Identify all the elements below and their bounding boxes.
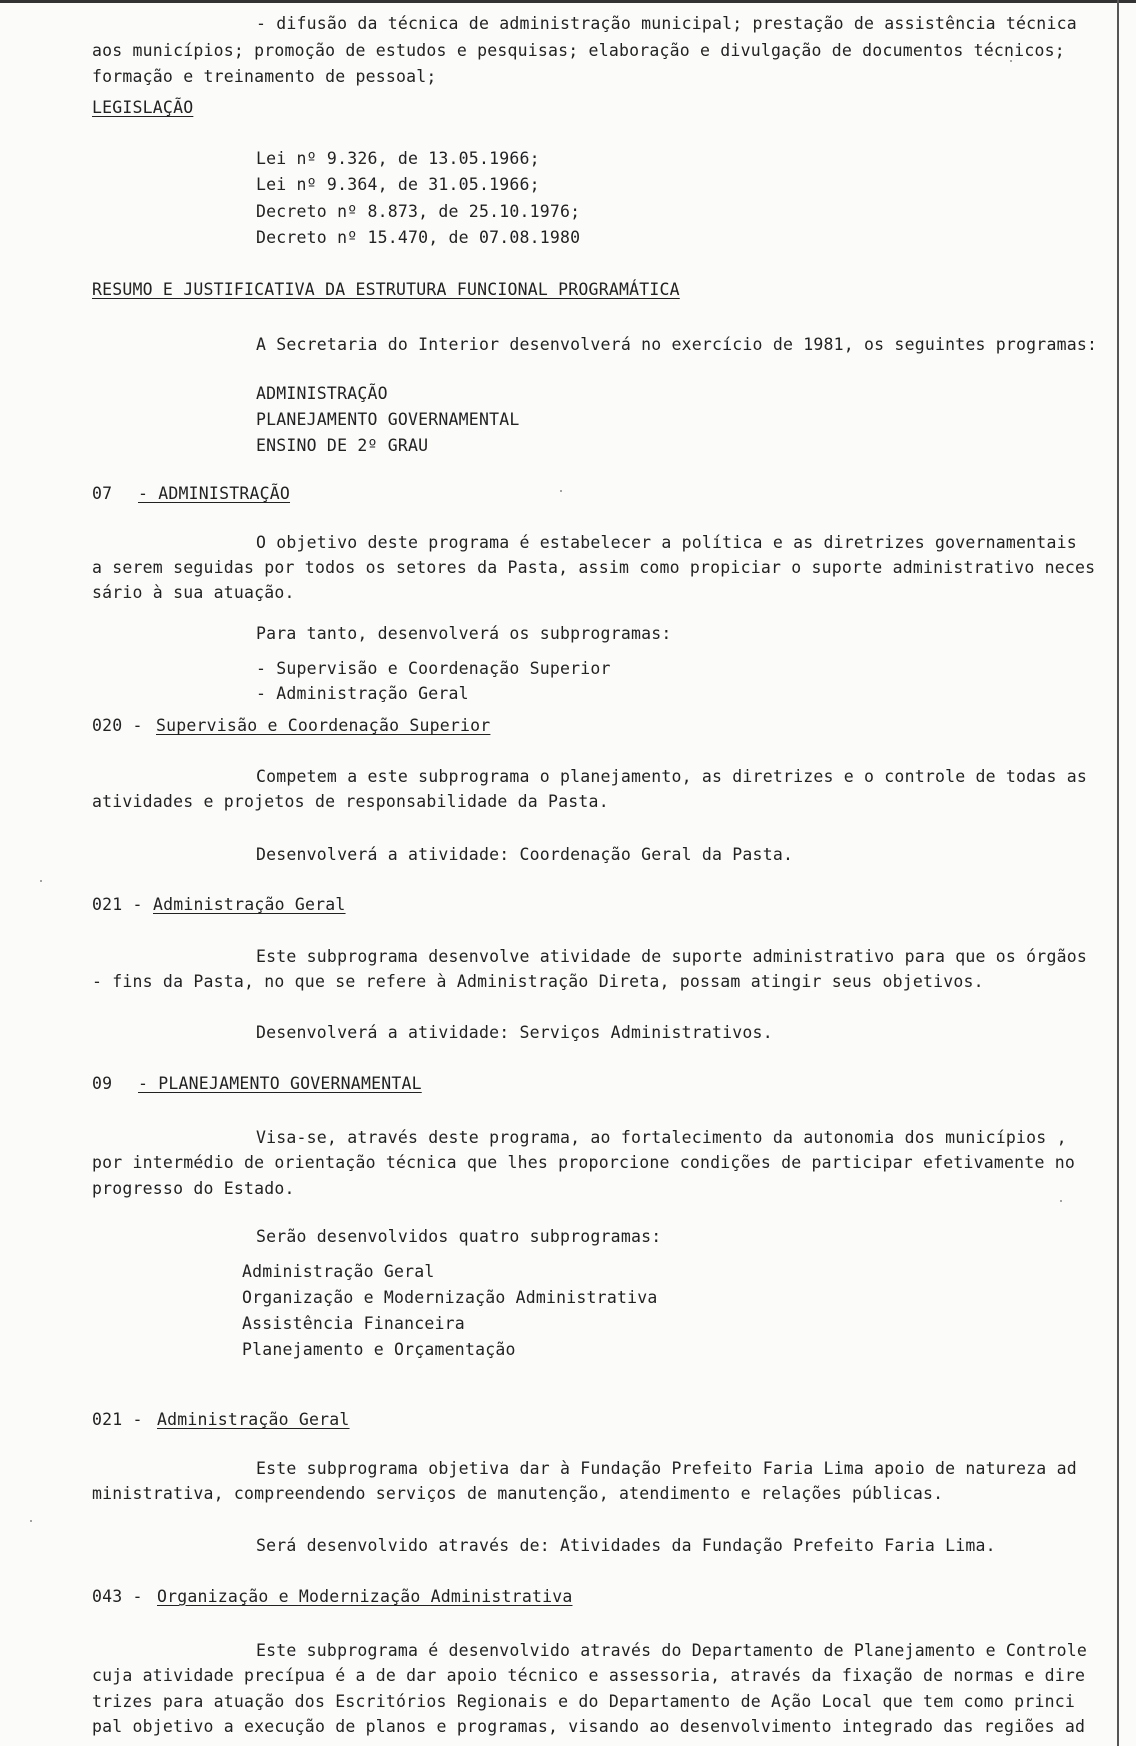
- subsection-title-adm-geral-b: Administração Geral: [157, 1410, 350, 1429]
- section-number-09: 09: [92, 1074, 113, 1093]
- subsection-title-organizacao: Organização e Modernização Administrativa: [157, 1587, 573, 1606]
- heading-resumo: RESUMO E JUSTIFICATIVA DA ESTRUTURA FUNCIONAL PROGRAMÁTICA: [92, 280, 680, 299]
- text-line-22: cuja atividade precípua é a de dar apoio técnico e assessoria, através da fixação de normas e dire: [92, 1666, 1086, 1685]
- text-line-23: trizes para atuação dos Escritórios Regionais e do Departamento de Ação Local que tem como princi: [92, 1692, 1075, 1711]
- scan-speck: [1010, 60, 1012, 62]
- text-line-2: aos municípios; promoção de estudos e pesquisas; elaboração e divulgação de documentos técnicos;: [92, 41, 1065, 60]
- text-line-19: ministrativa, compreendendo serviços de manutenção, atendimento e relações públicas.: [92, 1484, 944, 1503]
- text-line-1: - difusão da técnica de administração municipal; prestação de assistência técnica: [256, 14, 1077, 33]
- subprogram-list-3: Assistência Financeira: [242, 1314, 465, 1333]
- program-list-3: ENSINO DE 2º GRAU: [256, 436, 429, 455]
- law-line-2: Lei nº 9.364, de 31.05.1966;: [256, 175, 540, 194]
- text-line-8: Competem a este subprograma o planejamento, as diretrizes e o controle de todas as: [256, 767, 1087, 786]
- text-line-6: sário à sua atuação.: [92, 583, 295, 602]
- right-border: [1117, 0, 1119, 1746]
- scan-speck: [560, 490, 562, 492]
- top-border: [0, 0, 1136, 3]
- text-line-9: atividades e projetos de responsabilidade da Pasta.: [92, 792, 609, 811]
- heading-legislacao: LEGISLAÇÃO: [92, 98, 194, 117]
- subprogram-list-1: Administração Geral: [242, 1262, 435, 1281]
- text-line-16: progresso do Estado.: [92, 1179, 295, 1198]
- subprogram-list-4: Planejamento e Orçamentação: [242, 1340, 516, 1359]
- text-line-14: Visa-se, através deste programa, ao fortalecimento da autonomia dos municípios ,: [256, 1128, 1067, 1147]
- text-line-17: Serão desenvolvidos quatro subprogramas:: [256, 1227, 662, 1246]
- section-title-planejamento: - PLANEJAMENTO GOVERNAMENTAL: [138, 1074, 422, 1093]
- subsection-number-021a: 021 -: [92, 895, 143, 914]
- text-line-3: formação e treinamento de pessoal;: [92, 67, 437, 86]
- law-line-4: Decreto nº 15.470, de 07.08.1980: [256, 228, 581, 247]
- text-line-10: Desenvolverá a atividade: Coordenação Geral da Pasta.: [256, 845, 794, 864]
- subsection-title-adm-geral-a: Administração Geral: [153, 895, 346, 914]
- program-list-1: ADMINISTRAÇÃO: [256, 384, 388, 403]
- section-title-administracao: - ADMINISTRAÇÃO: [138, 484, 291, 503]
- subsection-number-043: 043 -: [92, 1587, 143, 1606]
- text-line-7: Para tanto, desenvolverá os subprogramas:: [256, 624, 672, 643]
- subsection-number-021b: 021 -: [92, 1410, 143, 1429]
- subsection-number-020: 020 -: [92, 716, 143, 735]
- text-line-5: a serem seguidas por todos os setores da Pasta, assim como propiciar o suporte administrativo neces: [92, 558, 1096, 577]
- text-line-12: - fins da Pasta, no que se refere à Administração Direta, possam atingir seus objetivos.: [92, 972, 984, 991]
- law-line-3: Decreto nº 8.873, de 25.10.1976;: [256, 202, 581, 221]
- program-list-2: PLANEJAMENTO GOVERNAMENTAL: [256, 410, 520, 429]
- subsection-title-supervisao: Supervisão e Coordenação Superior: [156, 716, 491, 735]
- scan-speck: [30, 1520, 32, 1522]
- text-line-24: pal objetivo a execução de planos e programas, visando ao desenvolvimento integrado das regiões ad: [92, 1717, 1086, 1736]
- text-line-20: Será desenvolvido através de: Atividades da Fundação Prefeito Faria Lima.: [256, 1536, 996, 1555]
- law-line-1: Lei nº 9.326, de 13.05.1966;: [256, 149, 540, 168]
- text-line-4: O objetivo deste programa é estabelecer a política e as diretrizes governamentais: [256, 533, 1077, 552]
- text-line-18: Este subprograma objetiva dar à Fundação Prefeito Faria Lima apoio de natureza ad: [256, 1459, 1077, 1478]
- text-line-21: Este subprograma é desenvolvido através do Departamento de Planejamento e Controle: [256, 1641, 1087, 1660]
- subprogram-item-1: - Supervisão e Coordenação Superior: [256, 659, 611, 678]
- subprogram-list-2: Organização e Modernização Administrativa: [242, 1288, 658, 1307]
- text-line-13: Desenvolverá a atividade: Serviços Administrativos.: [256, 1023, 773, 1042]
- scan-speck: [40, 880, 42, 882]
- section-number-07: 07: [92, 484, 113, 503]
- text-line-intro: A Secretaria do Interior desenvolverá no exercício de 1981, os seguintes programas:: [256, 335, 1098, 354]
- scan-speck: [1060, 1200, 1062, 1202]
- text-line-11: Este subprograma desenvolve atividade de suporte administrativo para que os órgãos: [256, 947, 1087, 966]
- subprogram-item-2: - Administração Geral: [256, 684, 469, 703]
- text-line-15: por intermédio de orientação técnica que lhes proporcione condições de participar efetivamente no: [92, 1153, 1075, 1172]
